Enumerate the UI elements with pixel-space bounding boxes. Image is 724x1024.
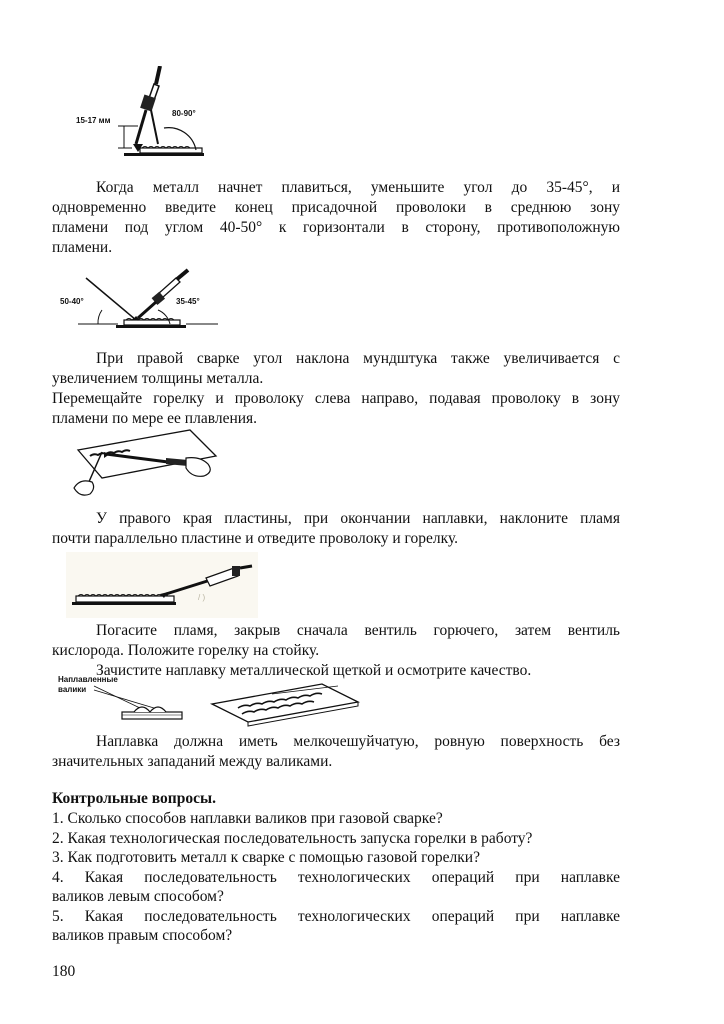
question-item [52,907,620,946]
paragraph-3 [52,509,620,549]
paragraph-line: пламени под углом 40-50° к горизонтали в сторону, противоположную [52,219,620,236]
paragraph-line: увеличением толщины металла. [52,370,264,387]
paragraph-line: значительных западаний между валиками. [52,753,333,770]
figure-finish-bead [66,552,258,618]
paragraph-line: кислорода. Положите горелку на стойку. [52,642,320,659]
paragraph-line: Когда металл начнет плавиться, уменьшите угол до 35-45°, и [96,179,620,196]
figure-torch-vertical [68,66,213,166]
paragraph-line: У правого края пластины, при окончании наплавки, наклоните пламя [96,510,620,527]
paragraph-5 [52,732,620,772]
questions-list [52,809,620,946]
question-line: валиков правым способом? [52,927,233,944]
paragraph-2 [52,349,620,429]
beads-label-line1: Наплавленные [58,675,118,684]
paragraph-line: почти параллельно пластине и отведите проволоку и горелку. [52,530,459,547]
dimension-label: 15-17 мм [76,116,111,125]
paragraph-line: Погасите пламя, закрыв сначала вентиль горючего, затем вентиль [96,622,620,639]
figure-deposited-beads [52,674,362,730]
paragraph-line: одновременно введите конец присадочной проволоки в среднюю зону [52,199,620,216]
question-line: валиков левым способом? [52,888,224,905]
angle-label: 80-90° [172,109,196,118]
paragraph-line: Наплавка должна иметь мелкочешуйчатую, ровную поверхность без [96,733,620,750]
paragraph-line: При правой сварке угол наклона мундштука также увеличивается с [96,350,620,367]
figure-wire-angle [58,268,248,338]
beads-label-line2: валики [58,685,87,694]
questions-heading: Контрольные вопросы. [52,790,216,807]
question-item: 3. Как подготовить металл к сварке с помощью газовой горелки? [52,849,480,866]
paragraph-1 [52,178,620,258]
question-item: 2. Какая технологическая последовательность запуска горелки в работу? [52,829,533,847]
torch-angle-label: 35-45° [176,297,200,306]
paragraph-line: Зачистите наплавку металлической щеткой и осмотрите качество. [96,662,532,679]
page-number: 180 [52,963,76,980]
paragraph-line: пламени. [52,239,113,256]
question-item [52,868,620,907]
question-line: 5. Какая последовательность технологических операций при наплавке [52,907,620,925]
paragraph-line: пламени по мере ее плавления. [52,410,258,427]
paragraph-line: Перемещайте горелку и проволоку слева направо, подавая проволоку в зону [52,390,620,407]
wire-angle-label: 50-40° [60,297,84,306]
svg-text:/ ): / ) [198,593,206,602]
figure-right-welding [66,428,226,500]
question-item: 1. Сколько способов наплавки валиков при газовой сварке? [52,810,443,827]
paragraph-4 [52,621,620,681]
question-line: 4. Какая последовательность технологических операций при наплавке [52,868,620,886]
